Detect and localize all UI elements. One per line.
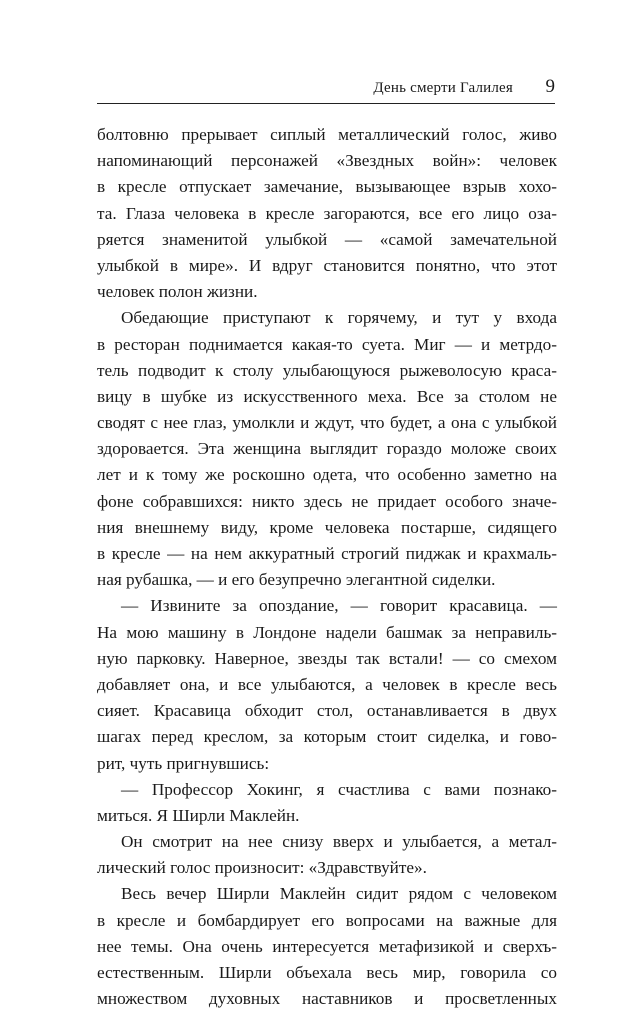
text-line: На мою машину в Лондоне надели башмак за неправиль- <box>97 622 557 642</box>
text-line: ния внешнему виду, кроме человека постарше, сидящего <box>97 517 557 537</box>
text-line: в кресле — на нем аккуратный строгий пиджак и крахмаль- <box>97 544 557 563</box>
text-line: вицу в шубке из искусственного меха. Все за столом не <box>97 386 557 406</box>
text-line: рит, чуть пригнувшись: <box>97 753 270 773</box>
body-text <box>97 122 557 1012</box>
text-line: фоне собравшихся: никто здесь не придает особого значе- <box>97 491 557 511</box>
text-line: Весь вечер Ширли Маклейн сидит рядом с человеком <box>121 884 557 904</box>
text-line: сияет. Красавица обходит стол, останавливается в двух <box>97 701 557 721</box>
running-header <box>97 76 555 102</box>
text-line: человек полон жизни. <box>97 282 258 302</box>
text-line: улыбкой в мире». И вдруг становится понятно, что этот <box>97 255 557 275</box>
text-line: в кресле и бомбардирует его вопросами на важные для <box>97 910 557 930</box>
text-line: в ресторан поднимается какая-то суета. Миг — и метрдо- <box>97 334 557 354</box>
text-line: нее темы. Она очень интересуется метафизикой и сверхъ- <box>97 936 557 956</box>
page-number: 9 <box>545 76 555 97</box>
text-line: лический голос произносит: «Здравствуйте». <box>97 858 427 878</box>
text-line: ная рубашка, — и его безупречно элегантной сиделки. <box>97 570 496 590</box>
text-line: сводят с нее глаз, умолкли и ждут, что будет, а она с улыбкой <box>97 413 557 433</box>
text-line: — Профессор Хокинг, я счастлива с вами познако- <box>121 779 557 799</box>
text-line: здоровается. Эта женщина выглядит гораздо моложе своих <box>97 439 557 459</box>
text-line: миться. Я Ширли Маклейн. <box>97 805 300 825</box>
text-line: ную парковку. Наверное, звезды так встали! — со смехом <box>97 648 557 668</box>
text-line: Обедающие приступают к горячему, и тут у входа <box>121 308 557 328</box>
text-line: болтовню прерывает сиплый металлический голос, живо <box>97 125 557 144</box>
text-line: добавляет она, и все улыбаются, а человек в кресле весь <box>97 674 557 694</box>
text-line: тель подводит к столу улыбающуюся рыжеволосую краса- <box>97 360 557 380</box>
running-title: День смерти Галилея <box>373 80 513 96</box>
text-line: напоминающий персонажей «Звездных войн»: человек <box>97 151 557 171</box>
text-line: лет и к тому же роскошно одета, что особенно заметно на <box>97 465 557 485</box>
text-line: в кресле отпускает замечание, вызывающее взрыв хохо- <box>97 177 557 197</box>
text-line: естественным. Ширли объехала весь мир, говорила со <box>97 963 557 982</box>
text-line: та. Глаза человека в кресле загораются, все его лицо оза- <box>97 203 557 223</box>
text-line: ряется знаменитой улыбкой — «самой замечательной <box>97 229 557 249</box>
text-line: Он смотрит на нее снизу вверх и улыбается, а метал- <box>121 832 557 852</box>
text-line: шагах перед креслом, за которым стоит сиделка, и гово- <box>97 727 557 747</box>
text-line: множеством духовных наставников и просветленных <box>97 989 557 1009</box>
header-rule <box>97 103 555 104</box>
text-line: — Извините за опоздание, — говорит красавица. — <box>121 596 557 616</box>
